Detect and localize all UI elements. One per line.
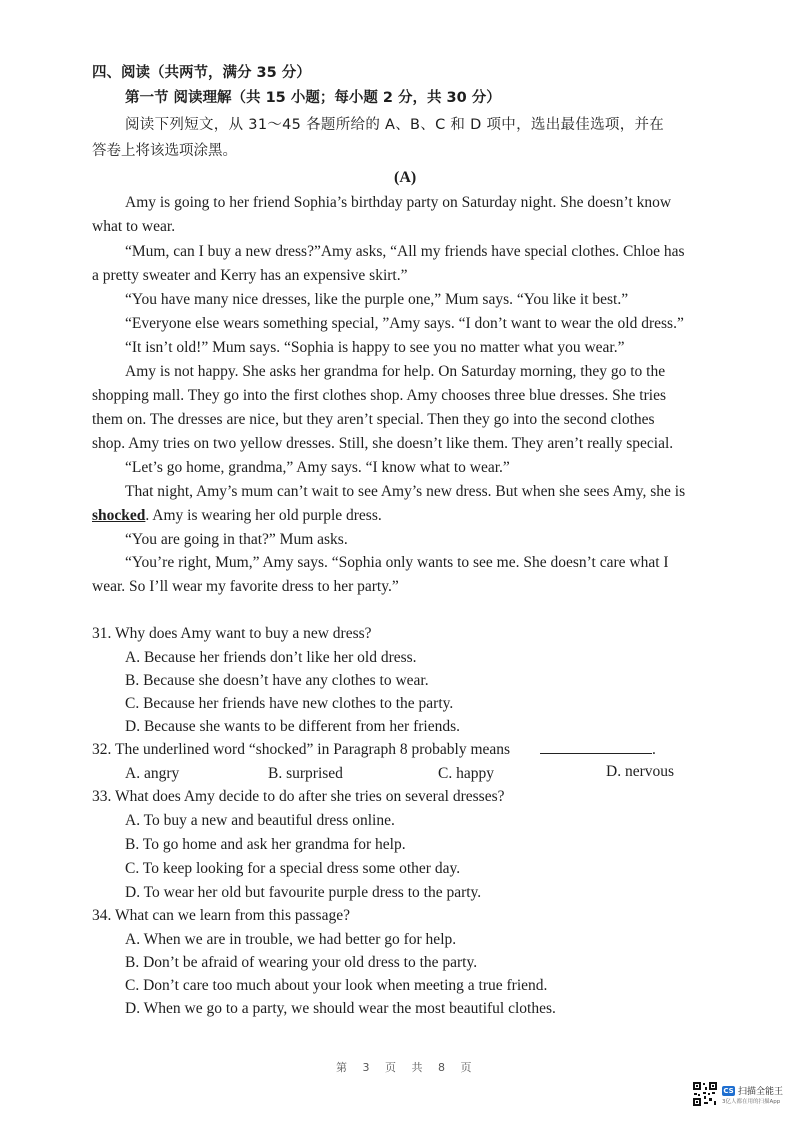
passage-label: (A) — [394, 169, 417, 186]
question-33-option-b: B. To go home and ask her grandma for help. — [125, 836, 406, 853]
passage-line: “Everyone else wears something special, ”Amy says. “I don’t want to wear the old dress.” — [125, 315, 684, 332]
passage-line: That night, Amy’s mum can’t wait to see Amy’s new dress. But when she sees Amy, she is — [125, 483, 686, 500]
section-heading: 四、阅读（共两节，满分 35 分） — [92, 65, 311, 81]
instruction-line-2: 答卷上将该选项涂黑。 — [92, 143, 237, 159]
passage-line: “Let’s go home, grandma,” Amy says. “I know what to wear.” — [125, 459, 510, 476]
question-32-stem: 32. The underlined word “shocked” in Paragraph 8 probably means — [92, 741, 511, 758]
passage-line: “It isn’t old!” Mum says. “Sophia is happy to see you no matter what you wear.” — [125, 339, 625, 356]
passage-line: a pretty sweater and Kerry has an expensive skirt.” — [92, 267, 408, 284]
question-34-option-a: A. When we are in trouble, we had better go for help. — [125, 931, 457, 948]
cs-logo-icon: CS — [723, 1086, 734, 1095]
question-31-option-a: A. Because her friends don’t like her old dress. — [125, 649, 417, 666]
question-34-option-b: B. Don’t be afraid of wearing your old dress to the party. — [125, 954, 478, 971]
passage-line: them on. The dresses are nice, but they aren’t special. Then they go into the second clothes — [92, 411, 655, 428]
scanner-brand-row — [722, 1084, 783, 1097]
page-number: 第 3 页 共 8 页 — [336, 1061, 478, 1074]
answer-blank — [540, 753, 652, 754]
passage-line-rest: . Amy is wearing her old purple dress. — [145, 507, 382, 524]
question-32-option-d: D. nervous — [606, 763, 675, 780]
question-31-option-d: D. Because she wants to be different from her friends. — [125, 718, 461, 735]
qr-code-icon — [692, 1081, 718, 1107]
passage-line: “You are going in that?” Mum asks. — [125, 531, 348, 548]
question-32-option-c: C. happy — [438, 765, 494, 782]
question-32-option-b: B. surprised — [268, 765, 343, 782]
passage-line-shocked — [92, 506, 382, 526]
question-34-stem: 34. What can we learn from this passage? — [92, 907, 350, 924]
question-32-option-a: A. angry — [125, 765, 180, 782]
scanner-watermark — [692, 1081, 784, 1109]
question-33-option-a: A. To buy a new and beautiful dress online. — [125, 812, 395, 829]
question-34-option-c: C. Don’t care too much about your look when meeting a true friend. — [125, 977, 548, 994]
question-32-period: . — [652, 741, 656, 758]
passage-line: what to wear. — [92, 218, 176, 235]
question-33-option-c: C. To keep looking for a special dress some other day. — [125, 860, 461, 877]
passage-line: “You have many nice dresses, like the purple one,” Mum says. “You like it best.” — [125, 291, 629, 308]
passage-line: Amy is not happy. She asks her grandma for help. On Saturday morning, they go to the — [125, 363, 666, 380]
passage-line: “You’re right, Mum,” Amy says. “Sophia only wants to see me. She doesn’t care what I — [125, 554, 669, 571]
scanner-tagline: 3亿人都在用的扫描App — [722, 1099, 781, 1105]
question-33-stem: 33. What does Amy decide to do after she tries on several dresses? — [92, 788, 505, 805]
shocked-underlined-word: shocked — [92, 507, 146, 524]
question-31-option-c: C. Because her friends have new clothes to the party. — [125, 695, 454, 712]
instruction-line-1: 阅读下列短文，从 31～45 各题所给的 A、B、C 和 D 项中，选出最佳选项，并在 — [125, 117, 665, 133]
passage-line: shopping mall. They go into the first clothes shop. Amy chooses three blue dresses. She tries — [92, 387, 666, 404]
section-subheading: 第一节 阅读理解（共 15 小题；每小题 2 分，共 30 分） — [125, 90, 501, 106]
scanner-brand-name: 扫描全能王 — [738, 1087, 784, 1097]
passage-line: Amy is going to her friend Sophia’s birthday party on Saturday night. She doesn’t know — [125, 194, 672, 211]
passage-line: wear. So I’ll wear my favorite dress to her party.” — [92, 578, 399, 595]
passage-line: “Mum, can I buy a new dress?”Amy asks, “All my friends have special clothes. Chloe has — [125, 243, 685, 260]
question-34-option-d: D. When we go to a party, we should wear the most beautiful clothes. — [125, 1000, 556, 1017]
question-33-option-d: D. To wear her old but favourite purple dress to the party. — [125, 884, 482, 901]
question-31-stem: 31. Why does Amy want to buy a new dress? — [92, 625, 372, 642]
passage-line: shop. Amy tries on two yellow dresses. Still, she doesn’t like them. They aren’t really special. — [92, 435, 674, 452]
question-31-option-b: B. Because she doesn’t have any clothes to wear. — [125, 672, 429, 689]
